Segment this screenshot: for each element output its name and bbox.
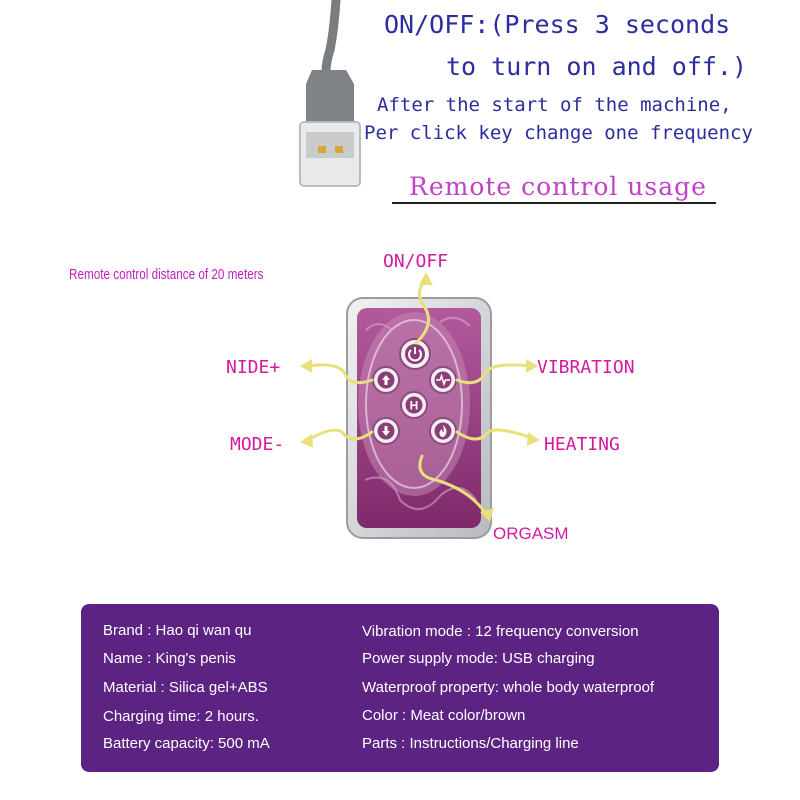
- section-title: Remote control usage: [409, 172, 707, 201]
- label-vibration: VIBRATION: [537, 357, 635, 378]
- spec-brand: Brand : Hao qi wan qu: [103, 622, 252, 639]
- arrow-orgasm: [420, 456, 486, 514]
- arrow-on-off: [416, 280, 429, 343]
- label-mode-minus: MODE-: [230, 434, 285, 455]
- spec-power-supply: Power supply mode: USB charging: [362, 650, 595, 667]
- arrow-heating: [457, 430, 532, 439]
- label-heating: HEATING: [544, 434, 620, 455]
- center-button-label: H: [409, 398, 419, 413]
- frequency-instruction-line2: Per click key change one frequency: [364, 122, 753, 144]
- spec-name: Name : King's penis: [103, 650, 236, 667]
- on-off-instruction-line1: ON/OFF:(Press 3 seconds: [384, 10, 731, 39]
- spec-vibration-mode: Vibration mode : 12 frequency conversion: [362, 623, 639, 640]
- remote-distance-note: Remote control distance of 20 meters: [69, 266, 264, 283]
- label-orgasm: ORGASM: [493, 524, 569, 543]
- arrow-nide: [308, 365, 372, 383]
- spec-parts: Parts : Instructions/Charging line: [362, 735, 579, 752]
- frequency-instruction-line1: After the start of the machine,: [377, 94, 732, 116]
- specifications-panel: [81, 604, 719, 772]
- label-nide-plus: NIDE+: [226, 357, 281, 378]
- arrow-mode: [308, 430, 372, 440]
- label-on-off: ON/OFF: [383, 251, 449, 272]
- spec-color: Color : Meat color/brown: [362, 707, 526, 724]
- spec-material: Material : Silica gel+ABS: [103, 679, 268, 696]
- spec-battery: Battery capacity: 500 mA: [103, 735, 270, 752]
- on-off-instruction-line2: to turn on and off.): [446, 52, 748, 81]
- spec-waterproof: Waterproof property: whole body waterproof: [362, 679, 655, 696]
- spec-charging-time: Charging time: 2 hours.: [103, 708, 259, 725]
- arrow-vibration: [457, 365, 530, 383]
